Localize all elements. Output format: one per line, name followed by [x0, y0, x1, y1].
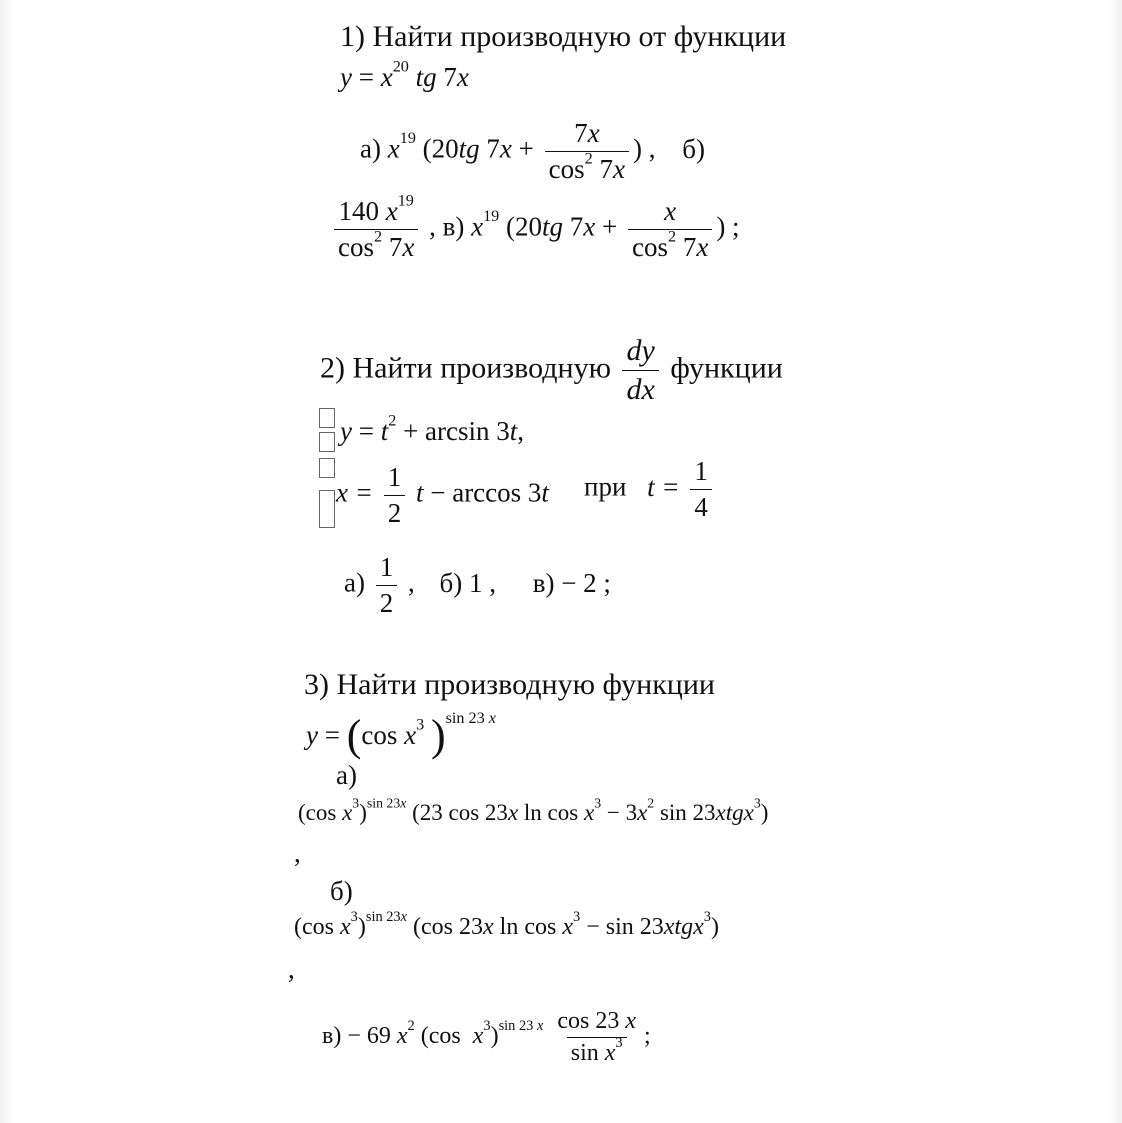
- problem-2-options: а) $\frac{1}{2}$ , б) 1 , в) − 2 ;: [344, 552, 611, 618]
- problem-1-option-b-c: $\frac{140 x^{19}}{\cos^2 7x}$ , в) $x^{19}$ (20tg 7x + $\frac{x}{\cos^2 7x}$ ) ;: [330, 196, 740, 263]
- fraction-numerator: 1: [387, 462, 402, 492]
- fraction-denominator: 2: [384, 495, 406, 529]
- title-text: функции: [670, 351, 783, 385]
- fraction-denominator: dx: [622, 370, 658, 407]
- title-text: 2) Найти производную: [320, 351, 611, 385]
- option-b-label: б): [682, 133, 705, 164]
- fraction-one-quarter: [690, 456, 712, 523]
- fraction-numerator: dy: [626, 334, 655, 367]
- dy-dx-fraction: [622, 334, 658, 407]
- problem-1-function: $y = x^{20}$ tg 7x: [340, 57, 469, 92]
- system-brace-glyph: [319, 408, 335, 428]
- fraction-numerator: 1: [694, 456, 708, 486]
- left-scan-edge: [0, 0, 14, 1123]
- system-line-1: $y = t^2 + \arcsin 3t$,: [340, 411, 525, 446]
- option-a-label: а): [360, 133, 381, 164]
- problem-3-option-a: (cos $x^3)^{sin 23x}$ (23 cos 23x $\ln \cos x^3 - 3x^2$ sin 23xtgx$^3$): [298, 795, 769, 825]
- fraction-numerator: 1: [379, 552, 394, 582]
- condition-word: при: [584, 471, 627, 502]
- problem-3-function: y = (cos $x^3$ )$^{sin 23 x}$: [306, 708, 496, 760]
- fraction-denominator: 2: [376, 585, 398, 619]
- system-line-2: x = $\frac{1}{2}$ t − arccos 3t: [336, 462, 549, 528]
- problem-2-title: [320, 334, 783, 407]
- system-brace-glyph: [319, 490, 335, 528]
- option-a-label: а): [344, 567, 365, 598]
- fraction-denominator: 4: [690, 489, 712, 523]
- right-scan-edge: [1108, 0, 1122, 1123]
- fraction: $\frac{7x}{\cos^2 7x}$: [545, 118, 629, 185]
- option-b-label: б): [330, 876, 353, 906]
- system-brace-glyph: [319, 432, 335, 452]
- problem-3-option-b: (cos $x^3)^{sin 23x}$ (cos 23x $\ln \cos x^3 - \sin$ 23xtgx$^3$): [294, 909, 719, 940]
- option-c: в) − 2 ;: [532, 567, 611, 598]
- problem-1-option-a: а) $x^{19}$ (20tg 7x + $\frac{7x}{\cos^2 7x}$ ) , б): [360, 118, 705, 184]
- fraction: $\frac{\cos 23 x}{\sin x^3}$: [557, 1008, 637, 1066]
- fraction-one-half: [376, 552, 398, 619]
- fraction: $\frac{140 x^{19}}{\cos^2 7x}$: [334, 196, 418, 263]
- lhs: x =: [336, 477, 373, 508]
- option-c-label: в): [442, 211, 465, 242]
- comma: ,: [294, 838, 301, 868]
- option-a-label: а): [336, 760, 357, 790]
- problem-3-title: 3) Найти производную функции: [304, 668, 715, 701]
- system-brace-glyph: [319, 458, 335, 478]
- semicolon: ;: [644, 1023, 651, 1050]
- comma: ,: [288, 954, 295, 984]
- problem-1-title: 1) Найти производную от функции: [340, 20, 787, 53]
- condition: [584, 456, 716, 523]
- fraction: $\frac{x}{\cos^2 7x}$: [628, 196, 712, 263]
- option-b: б) 1 ,: [439, 567, 496, 598]
- option-c-label: в): [322, 1023, 342, 1050]
- problem-3-option-c: в) − 69 $x^2$ (cos $x^3)^{sin 23 x}$ $\frac{\cos 23 x}{\sin x^3}$ ;: [322, 1008, 651, 1066]
- condition-var: t =: [647, 471, 680, 502]
- fraction-one-half: [384, 462, 406, 529]
